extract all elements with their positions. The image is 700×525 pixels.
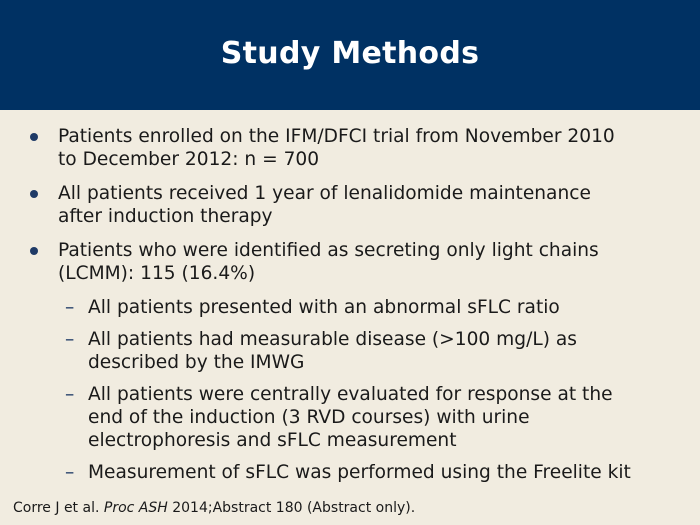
bullet-item [0, 125, 700, 171]
bullet-line: Patients who were identified as secreting only light chains [58, 240, 599, 261]
citation-details: 2014;Abstract 180 (Abstract only). [167, 500, 416, 516]
sub-bullet-item [0, 296, 700, 319]
sub-bullet-line: All patients had measurable disease (>100 mg/L) as [88, 329, 577, 350]
dash-icon: – [65, 384, 75, 405]
bullet-line: after induction therapy [58, 206, 273, 227]
bullet-line: All patients received 1 year of lenalidomide maintenance [58, 183, 591, 204]
citation-journal: Proc ASH [103, 500, 168, 516]
bullet-line: to December 2012: n = 700 [58, 149, 320, 170]
dash-icon: – [65, 462, 75, 483]
bullet-item [0, 239, 700, 285]
sub-bullet-line: electrophoresis and sFLC measurement [88, 430, 457, 451]
sub-bullet-line: end of the induction (3 RVD courses) with urine [88, 407, 530, 428]
slide-content [0, 125, 700, 493]
sub-bullet-item [0, 328, 700, 374]
sub-bullet-line: described by the IMWG [88, 352, 305, 373]
citation-footer [13, 500, 415, 516]
sub-bullet-item [0, 383, 700, 452]
bullet-item [0, 182, 700, 228]
bullet-line: Patients enrolled on the IFM/DFCI trial from November 2010 [58, 126, 615, 147]
bullet-dot-icon [30, 190, 38, 198]
sub-bullet-line: Measurement of sFLC was performed using the Freelite kit [88, 462, 631, 483]
bullet-dot-icon [30, 133, 38, 141]
slide-header [0, 0, 700, 110]
citation-authors: Corre J et al. [13, 500, 104, 516]
sub-bullet-line: All patients presented with an abnormal sFLC ratio [88, 297, 560, 318]
sub-bullet-line: All patients were centrally evaluated for response at the [88, 384, 613, 405]
bullet-line: (LCMM): 115 (16.4%) [58, 263, 256, 284]
dash-icon: – [65, 329, 75, 350]
sub-bullet-item [0, 461, 700, 484]
dash-icon: – [65, 297, 75, 318]
bullet-dot-icon [30, 247, 38, 255]
slide-title: Study Methods [220, 35, 480, 71]
